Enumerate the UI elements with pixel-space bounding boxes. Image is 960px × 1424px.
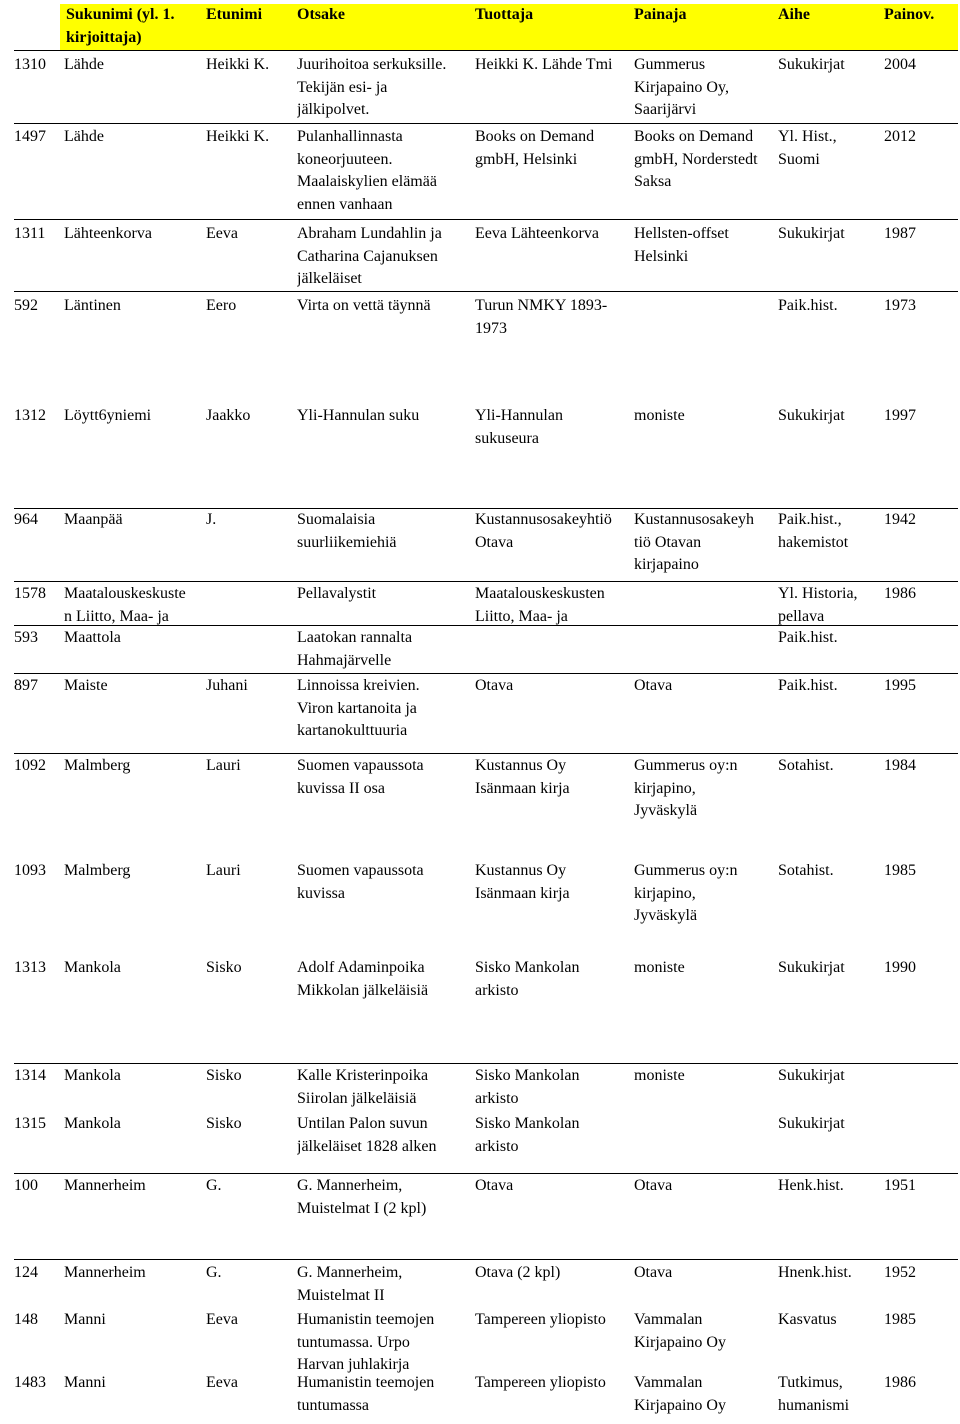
cell-firstname: G. (206, 1177, 222, 1194)
cell-subject: Kasvatus (778, 1311, 837, 1328)
cell-printer: Vammalan Kirjapaino Oy (634, 1311, 726, 1351)
cell-subject: Paik.hist. (778, 297, 838, 314)
cell-title: Humanistin teemojen tuntumassa (297, 1374, 435, 1414)
cell-producer: Tampereen yliopisto (475, 1311, 606, 1328)
cell-firstname: Lauri (206, 757, 241, 774)
cell-printer: Gummerus Kirjapaino Oy, Saarijärvi (634, 56, 729, 118)
cell-producer: Books on Demand gmbH, Helsinki (475, 128, 595, 168)
cell-num: 1314 (14, 1067, 46, 1084)
cell-year: 1997 (884, 407, 916, 424)
header-subject: Aihe (778, 6, 810, 23)
cell-year: 1990 (884, 959, 916, 976)
cell-year: 1995 (884, 677, 916, 694)
cell-firstname: Lauri (206, 862, 241, 879)
cell-producer: Sisko Mankolan arkisto (475, 959, 580, 999)
cell-printer: Otava (634, 1177, 673, 1194)
cell-year: 1984 (884, 757, 916, 774)
cell-surname: Manni (64, 1374, 106, 1391)
cell-subject: Sukukirjat (778, 56, 845, 73)
cell-surname: Mannerheim (64, 1177, 146, 1194)
header-row (60, 4, 958, 50)
cell-surname: Mannerheim (64, 1264, 146, 1281)
cell-num: 1497 (14, 128, 46, 145)
cell-subject: Tutkimus, humanismi (778, 1374, 850, 1414)
cell-firstname: Sisko (206, 959, 242, 976)
cell-firstname: Jaakko (206, 407, 251, 424)
cell-title: Yli-Hannulan suku (297, 407, 420, 424)
cell-surname: Löytt6yniemi (64, 407, 152, 424)
cell-title: Suomen vapaussota kuvissa (297, 862, 424, 902)
row-separator (14, 1063, 958, 1064)
cell-producer: Kustannus Oy Isänmaan kirja (475, 757, 570, 797)
cell-printer: Kustannusosakeyh tiö Otavan kirjapaino (634, 511, 754, 573)
cell-surname: Maiste (64, 677, 108, 694)
cell-year: 1973 (884, 297, 916, 314)
cell-year: 1986 (884, 585, 916, 602)
cell-printer: Books on Demand gmbH, Norderstedt Saksa (634, 128, 758, 190)
cell-num: 1312 (14, 407, 46, 424)
cell-year: 2004 (884, 56, 916, 73)
cell-subject: Sukukirjat (778, 225, 845, 242)
cell-title: G. Mannerheim, Muistelmat I (2 kpl) (297, 1177, 427, 1217)
cell-printer: Gummerus oy:n kirjapino, Jyväskylä (634, 757, 738, 819)
row-separator (14, 50, 958, 51)
row-separator (14, 219, 958, 220)
cell-surname: Lähde (64, 128, 104, 145)
cell-firstname: G. (206, 1264, 222, 1281)
cell-num: 593 (14, 629, 38, 646)
header-printer: Painaja (634, 6, 687, 23)
cell-subject: Sukukirjat (778, 1115, 845, 1132)
row-separator (14, 581, 958, 582)
row-separator (14, 1173, 958, 1174)
cell-firstname: Eeva (206, 1311, 238, 1328)
cell-year: 1987 (884, 225, 916, 242)
cell-num: 100 (14, 1177, 38, 1194)
cell-title: Untilan Palon suvun jälkeläiset 1828 alken (297, 1115, 437, 1155)
cell-surname: Manni (64, 1311, 106, 1328)
cell-firstname: Eeva (206, 1374, 238, 1391)
cell-title: Kalle Kristerinpoika Siirolan jälkeläisiä (297, 1067, 429, 1107)
cell-firstname: Heikki K. (206, 56, 270, 73)
cell-subject: Paik.hist. (778, 677, 838, 694)
cell-surname: Mankola (64, 1067, 121, 1084)
cell-num: 1093 (14, 862, 46, 879)
cell-surname: Malmberg (64, 757, 131, 774)
cell-producer: Sisko Mankolan arkisto (475, 1115, 580, 1155)
cell-printer: Otava (634, 677, 673, 694)
cell-subject: Hnenk.hist. (778, 1264, 852, 1281)
cell-surname: Lähde (64, 56, 104, 73)
cell-printer: Vammalan Kirjapaino Oy (634, 1374, 726, 1414)
cell-firstname: Heikki K. (206, 128, 270, 145)
cell-surname: Lähteenkorva (64, 225, 152, 242)
cell-producer: Kustannusosakeyhtiö Otava (475, 511, 612, 551)
cell-year: 1952 (884, 1264, 916, 1281)
cell-producer: Yli-Hannulan sukuseura (475, 407, 563, 447)
cell-num: 1092 (14, 757, 46, 774)
cell-title: Virta on vettä täynnä (297, 297, 431, 314)
cell-title: Laatokan rannalta Hahmajärvelle (297, 629, 413, 669)
header-firstname: Etunimi (206, 6, 263, 23)
cell-year: 1942 (884, 511, 916, 528)
cell-title: Humanistin teemojen tuntumassa. Urpo Harvan juhlakirja (297, 1311, 435, 1373)
cell-subject: Paik.hist., hakemistot (778, 511, 849, 551)
cell-title: Juurihoitoa serkuksille. Tekijän esi- ja jälkipolvet. (297, 56, 447, 118)
cell-producer: Turun NMKY 1893- 1973 (475, 297, 608, 337)
cell-num: 1313 (14, 959, 46, 976)
cell-surname: Maatalouskeskuste n Liitto, Maa- ja (64, 585, 186, 625)
cell-surname: Maanpää (64, 511, 123, 528)
header-title: Otsake (297, 6, 345, 23)
cell-producer: Heikki K. Lähde Tmi (475, 56, 613, 73)
cell-num: 124 (14, 1264, 38, 1281)
cell-subject: Sukukirjat (778, 1067, 845, 1084)
cell-producer: Sisko Mankolan arkisto (475, 1067, 580, 1107)
cell-title: Suomalaisia suurliikemiehiä (297, 511, 397, 551)
row-separator (14, 1259, 958, 1260)
cell-title: Pellavalystit (297, 585, 377, 602)
row-separator (14, 123, 958, 124)
cell-printer: moniste (634, 959, 685, 976)
cell-producer: Kustannus Oy Isänmaan kirja (475, 862, 570, 902)
cell-firstname: Eero (206, 297, 237, 314)
cell-firstname: Sisko (206, 1067, 242, 1084)
cell-subject: Yl. Hist., Suomi (778, 128, 837, 168)
cell-producer: Eeva Lähteenkorva (475, 225, 599, 242)
cell-title: Suomen vapaussota kuvissa II osa (297, 757, 424, 797)
cell-producer: Otava (475, 1177, 514, 1194)
cell-subject: Yl. Historia, pellava (778, 585, 858, 625)
cell-producer: Otava (2 kpl) (475, 1264, 561, 1281)
cell-printer: moniste (634, 1067, 685, 1084)
cell-printer: Hellsten-offset Helsinki (634, 225, 729, 265)
header-surname: Sukunimi (yl. 1. kirjoittaja) (66, 6, 175, 46)
cell-subject: Henk.hist. (778, 1177, 844, 1194)
cell-title: G. Mannerheim, Muistelmat II (297, 1264, 403, 1304)
cell-num: 897 (14, 677, 38, 694)
cell-printer: Gummerus oy:n kirjapino, Jyväskylä (634, 862, 738, 924)
row-separator (14, 291, 958, 292)
cell-surname: Mankola (64, 1115, 121, 1132)
cell-producer: Maatalouskeskusten Liitto, Maa- ja (475, 585, 605, 625)
cell-producer: Otava (475, 677, 514, 694)
cell-year: 1985 (884, 862, 916, 879)
cell-num: 1578 (14, 585, 46, 602)
cell-num: 1310 (14, 56, 46, 73)
cell-printer: Otava (634, 1264, 673, 1281)
cell-surname: Mankola (64, 959, 121, 976)
header-producer: Tuottaja (475, 6, 534, 23)
cell-firstname: J. (206, 511, 217, 528)
cell-title: Abraham Lundahlin ja Catharina Cajanuksen jälkeläiset (297, 225, 442, 287)
cell-printer: moniste (634, 407, 685, 424)
cell-num: 964 (14, 511, 38, 528)
cell-title: Adolf Adaminpoika Mikkolan jälkeläisiä (297, 959, 429, 999)
cell-firstname: Juhani (206, 677, 248, 694)
cell-num: 1483 (14, 1374, 46, 1391)
cell-firstname: Eeva (206, 225, 238, 242)
cell-year: 2012 (884, 128, 916, 145)
row-separator (14, 673, 958, 674)
header-year: Painov. (884, 6, 935, 23)
cell-num: 1311 (14, 225, 46, 242)
cell-surname: Malmberg (64, 862, 131, 879)
cell-num: 148 (14, 1311, 38, 1328)
cell-subject: Sotahist. (778, 862, 834, 879)
cell-subject: Paik.hist. (778, 629, 838, 646)
cell-year: 1986 (884, 1374, 916, 1391)
row-separator (14, 753, 958, 754)
cell-surname: Maattola (64, 629, 121, 646)
cell-year: 1985 (884, 1311, 916, 1328)
cell-year: 1951 (884, 1177, 916, 1194)
cell-num: 1315 (14, 1115, 46, 1132)
cell-surname: Läntinen (64, 297, 121, 314)
cell-title: Pulanhallinnasta koneorjuuteen. Maalaiskylien elämää ennen vanhaan (297, 128, 437, 213)
cell-producer: Tampereen yliopisto (475, 1374, 606, 1391)
cell-subject: Sukukirjat (778, 959, 845, 976)
cell-firstname: Sisko (206, 1115, 242, 1132)
cell-subject: Sotahist. (778, 757, 834, 774)
cell-num: 592 (14, 297, 38, 314)
cell-subject: Sukukirjat (778, 407, 845, 424)
cell-title: Linnoissa kreivien. Viron kartanoita ja kartanokulttuuria (297, 677, 420, 739)
